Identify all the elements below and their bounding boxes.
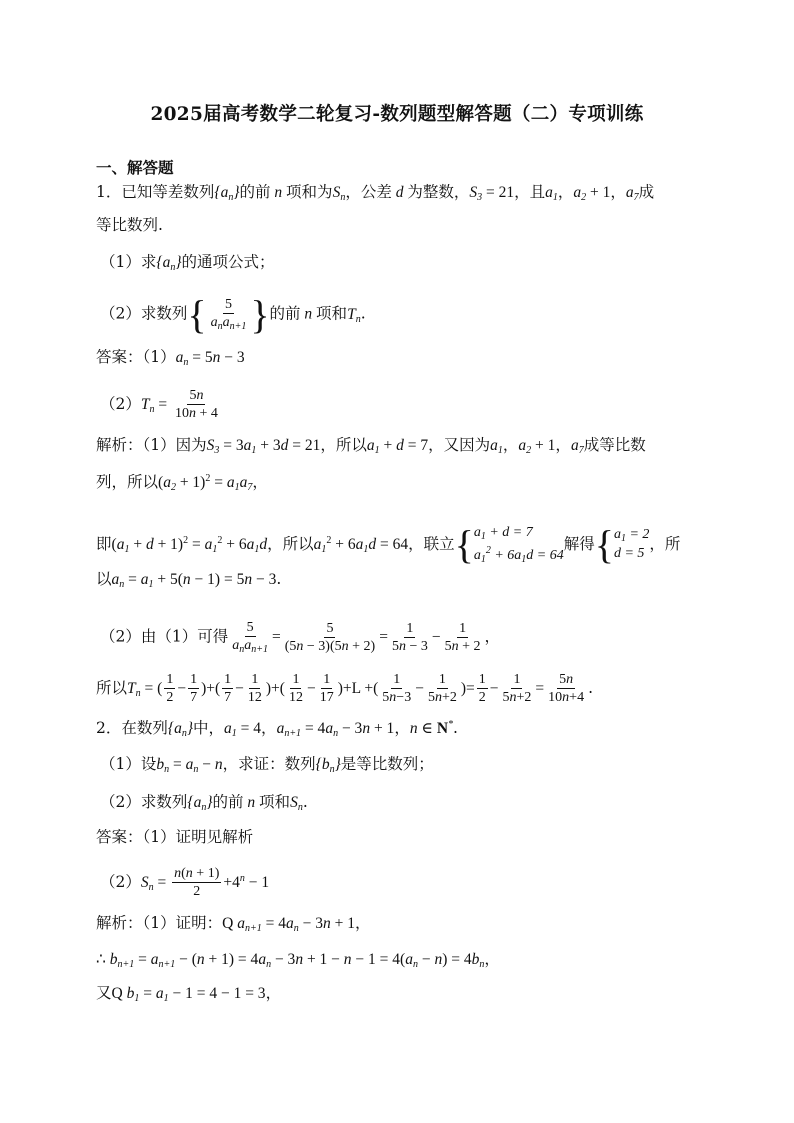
q1-solution-line5: （2）由（1）可得 $\frac{5}{a_na_{n+1}}$ = $\frac{5}{(5n - 3)(5n + 2)}$ = $\frac{1}{5n - 3}$ − $\frac{1}{5n + 2}$ ，	[100, 620, 501, 656]
q2-part1: （1）设$b_n = a_n - n$，求证：数列$\{b_n\}$是等比数列；	[100, 755, 434, 775]
q1-stem-line2: 等比数列.	[96, 216, 163, 234]
q2-solution-line3: 又Q $b_1 = a_1 - 1 = 4 - 1 = 3$，	[96, 984, 282, 1004]
q1-solution-line3: 即$(a_1 + d + 1)^2 = a_1^2 + 6a_1d$，所以$a_1^2 + 6a_1d = 64$，联立{ $a_1 + d = 7$ $a_1^2 + 6a_1d = 64$ 解得{ $a_1 = 2$ d = 5 ，所	[96, 522, 681, 567]
q1-part1: （1）求$\{a_n\}$的通项公式；	[100, 253, 275, 273]
q1-part2: （2）求数列{ $\frac{5}{a_na_{n+1}}$ }的前 n 项和$T_n$.	[100, 291, 366, 337]
q1-stem-line1: 1．已知等差数列$\{a_n\}$的前 n 项和为$S_n$，公差 d 为整数，$S_3 = 21$，且$a_1$，$a_2 + 1$，$a_7$成	[96, 183, 655, 203]
q1-solution-line4: 以$a_n = a_1 + 5(n - 1) = 5n - 3$.	[96, 570, 282, 590]
q1-solution-line2: 列，所以$(a_2 + 1)^2 = a_1a_7$，	[96, 473, 268, 493]
q1-answer1: 答案：$(1)a_n = 5n - 3$	[96, 348, 245, 368]
q2-answer2: $(2)S_n$ = $\frac{n(n + 1)}{2}$ $+4^n - 1$	[100, 866, 270, 900]
q2-solution-line2: ∴ $b_{n+1} = a_{n+1} - (n + 1) = 4a_n - 3n + 1 - n - 1 = 4(a_n - n) = 4b_n$，	[96, 950, 500, 970]
q2-solution-line1: 解析：（1）证明：Q $a_{n+1} = 4a_n - 3n + 1$，	[96, 914, 371, 934]
q1-answer2: $(2)T_n$ = $\frac{5n}{10n + 4}$	[100, 388, 218, 422]
q1-solution-line1: 解析：（1）因为$S_3 = 3a_1 + 3d = 21$，所以$a_1 + d = 7$，又因为$a_1$，$a_2 + 1$，$a_7$成等比数	[96, 436, 646, 456]
q2-part2: （2）求数列$\{a_n\}$的前 n 项和$S_n$.	[100, 793, 308, 813]
q1-solution-line6: 所以$T_n$ = ( $\frac{1}{2}$ − $\frac{1}{7}$ )+( $\frac{1}{7}$ − $\frac{1}{12}$ )+( $\frac{1}{12}$ − $\frac{1}{17}$ )+L +( $\frac{1}{5n-3}$ − $\frac{1}{5n+2}$ )= $\frac{1}{2}$ − $\frac{1}{5n+2}$ = $\frac{5n}{10n+4}$ .	[96, 672, 594, 706]
q2-answer1: 答案：（1）证明见解析	[96, 828, 254, 846]
q2-stem: 2．在数列$\{a_n\}$中，$a_1 = 4$，$a_{n+1} = 4a_n - 3n + 1$，n ∈ N*.	[96, 719, 458, 739]
section-heading: 一、解答题	[96, 158, 174, 177]
page-title: 2025届高考数学二轮复习-数列题型解答题（二）专项训练	[150, 104, 644, 125]
